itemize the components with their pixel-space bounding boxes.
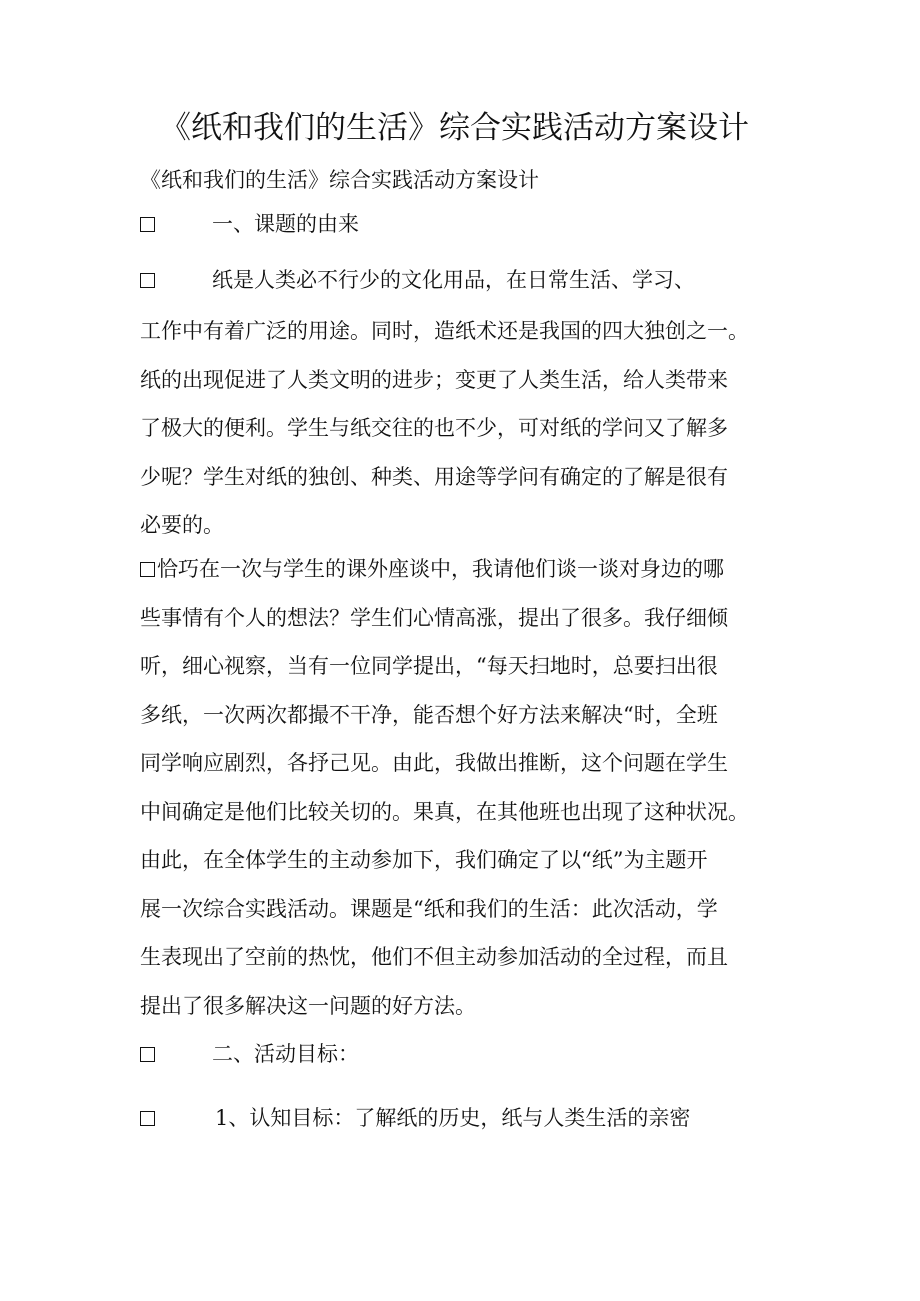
paragraph-line: 展一次综合实践活动。课题是“纸和我们的生活：此次活动，学 <box>140 896 718 921</box>
paragraph-line: 纸的出现促进了人类文明的进步；变更了人类生活，给人类带来 <box>140 367 728 392</box>
section-heading-text: 二、活动目标： <box>212 1042 359 1066</box>
document-title: 《纸和我们的生活》综合实践活动方案设计 <box>160 110 749 146</box>
paragraph-text: 纸是人类必不行少的文化用品，在日常生活、学习、 <box>212 268 695 292</box>
paragraph-origin-body <box>140 307 790 550</box>
paragraph-line: 中间确定是他们比较关切的。果真，在其他班也出现了这种状况。 <box>140 799 749 824</box>
goal-item-cognitive <box>140 1101 800 1135</box>
checkbox-square-icon <box>140 562 155 577</box>
section-heading-text: 一、课题的由来 <box>212 212 359 236</box>
paragraph-line: 提出了很多解决这一问题的好方法。 <box>140 993 476 1018</box>
paragraph-line-text: 恰巧在一次与学生的课外座谈中，我请他们谈一谈对身边的哪 <box>157 557 724 581</box>
paragraph-discussion <box>140 545 790 1030</box>
checkbox-square-icon <box>140 273 155 288</box>
paragraph-line: 听，细心视察，当有一位同学提出，“每天扫地时，总要扫出很 <box>140 654 718 678</box>
paragraph-line: 生表现出了空前的热忱，他们不但主动参加活动的全过程，而且 <box>140 945 728 969</box>
goal-item-text: 1、认知目标：了解纸的历史，纸与人类生活的亲密 <box>215 1106 691 1130</box>
section-heading-origin <box>140 207 800 241</box>
paragraph-line: 些事情有个人的想法？学生们心情高涨，提出了很多。我仔细倾 <box>140 605 728 630</box>
paragraph-line: 由此，在全体学生的主动参加下，我们确定了以“纸”为主题开 <box>140 848 708 872</box>
section-heading-goals <box>140 1037 800 1071</box>
checkbox-square-icon <box>140 1111 155 1126</box>
document-subtitle: 《纸和我们的生活》综合实践活动方案设计 <box>140 168 539 192</box>
paragraph-first-line <box>140 263 800 297</box>
paragraph-line: 必要的。 <box>140 513 224 537</box>
paragraph-line: 工作中有着广泛的用途。同时，造纸术还是我国的四大独创之一。 <box>140 319 749 343</box>
paragraph-line: 同学响应剧烈，各抒己见。由此，我做出推断，这个问题在学生 <box>140 751 728 775</box>
paragraph-line: 了极大的便利。学生与纸交往的也不少，可对纸的学问又了解多 <box>140 416 728 440</box>
paragraph-line: 少呢？学生对纸的独创、种类、用途等学问有确定的了解是很有 <box>140 464 728 489</box>
checkbox-square-icon <box>140 217 155 232</box>
paragraph-line: 多纸，一次两次都撮不干净，能否想个好方法来解决“时，全班 <box>140 702 718 727</box>
checkbox-square-icon <box>140 1047 155 1062</box>
paragraph-line <box>140 545 790 594</box>
